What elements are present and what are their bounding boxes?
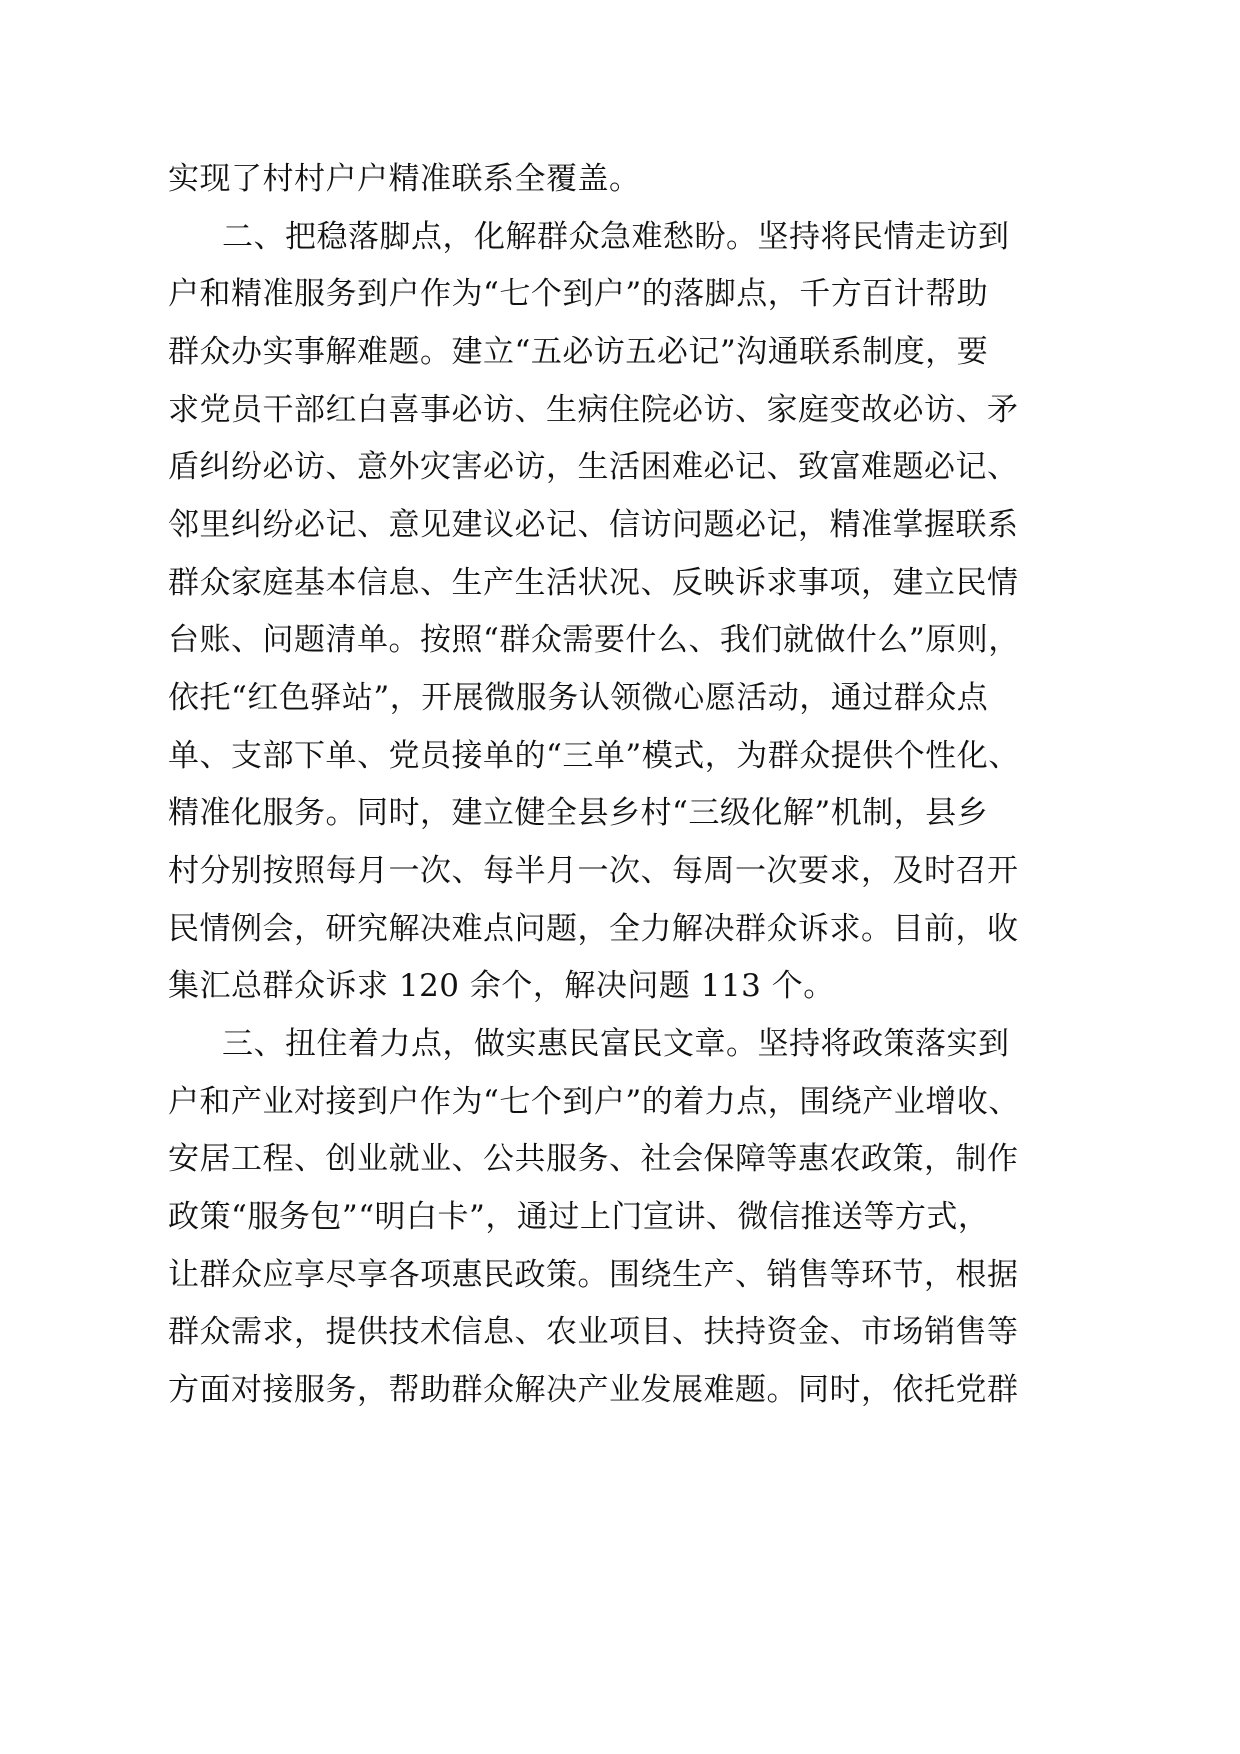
line-text: 群众办实事解难题。建立“五必访五必记”沟通联系制度，要 — [168, 334, 989, 370]
text-line — [0, 1364, 1240, 1416]
line-text: 村分别按照每月一次、每半月一次、每周一次要求，及时召开 — [168, 853, 1019, 889]
line-text: 盾纠纷必访、意外灾害必访，生活困难必记、致富难题必记、 — [168, 449, 1019, 485]
text-line — [0, 326, 1240, 378]
text-line — [0, 441, 1240, 493]
line-text: 户和产业对接到户作为“七个到户”的着力点，围绕产业增收、 — [168, 1084, 1020, 1120]
line-text: 三、扭住着力点，做实惠民富民文章。坚持将政策落实到 — [222, 1026, 1010, 1062]
line-text: 依托“红色驿站”，开展微服务认领微心愿活动，通过群众点 — [168, 680, 989, 716]
line-text: 台账、问题清单。按照“群众需要什么、我们就做什么”原则， — [168, 622, 1020, 658]
text-line — [0, 787, 1240, 839]
text-line — [0, 1249, 1240, 1301]
text-line — [0, 1133, 1240, 1185]
line-text: 安居工程、创业就业、公共服务、社会保障等惠农政策，制作 — [168, 1141, 1019, 1177]
line-text: 政策“服务包”“明白卡”，通过上门宣讲、微信推送等方式， — [168, 1199, 990, 1235]
text-line — [0, 384, 1240, 436]
paragraph-3-first-line — [0, 1018, 1240, 1070]
text-line — [0, 672, 1240, 724]
text-line — [0, 1076, 1240, 1128]
line-text: 群众家庭基本信息、生产生活状况、反映诉求事项，建立民情 — [168, 565, 1019, 601]
text-line — [0, 730, 1240, 782]
line-text: 让群众应享尽享各项惠民政策。围绕生产、销售等环节，根据 — [168, 1257, 1019, 1293]
text-line — [0, 557, 1240, 609]
text-line — [0, 845, 1240, 897]
text-line — [0, 499, 1240, 551]
line-text: 求党员干部红白喜事必访、生病住院必访、家庭变故必访、矛 — [168, 392, 1019, 428]
line-text: 精准化服务。同时，建立健全县乡村“三级化解”机制，县乡 — [168, 795, 989, 831]
line-text: 实现了村村户户精准联系全覆盖。 — [168, 161, 641, 197]
text-line — [0, 1306, 1240, 1358]
text-line — [0, 1191, 1240, 1243]
line-text: 方面对接服务，帮助群众解决产业发展难题。同时，依托党群 — [168, 1372, 1019, 1408]
text-line — [0, 903, 1240, 955]
line-text: 户和精准服务到户作为“七个到户”的落脚点，千方百计帮助 — [168, 276, 989, 312]
text-line — [0, 614, 1240, 666]
paragraph-2-first-line — [0, 211, 1240, 263]
line-text: 民情例会，研究解决难点问题，全力解决群众诉求。目前，收 — [168, 911, 1019, 947]
text-line — [0, 153, 1240, 205]
text-line — [0, 960, 1240, 1012]
line-text: 邻里纠纷必记、意见建议必记、信访问题必记，精准掌握联系 — [168, 507, 1019, 543]
line-text: 集汇总群众诉求 120 余个，解决问题 113 个。 — [168, 968, 835, 1004]
text-line — [0, 268, 1240, 320]
line-text: 群众需求，提供技术信息、农业项目、扶持资金、市场销售等 — [168, 1314, 1019, 1350]
line-text: 单、支部下单、党员接单的“三单”模式，为群众提供个性化、 — [168, 738, 1020, 774]
line-text: 二、把稳落脚点，化解群众急难愁盼。坚持将民情走访到 — [222, 219, 1010, 255]
